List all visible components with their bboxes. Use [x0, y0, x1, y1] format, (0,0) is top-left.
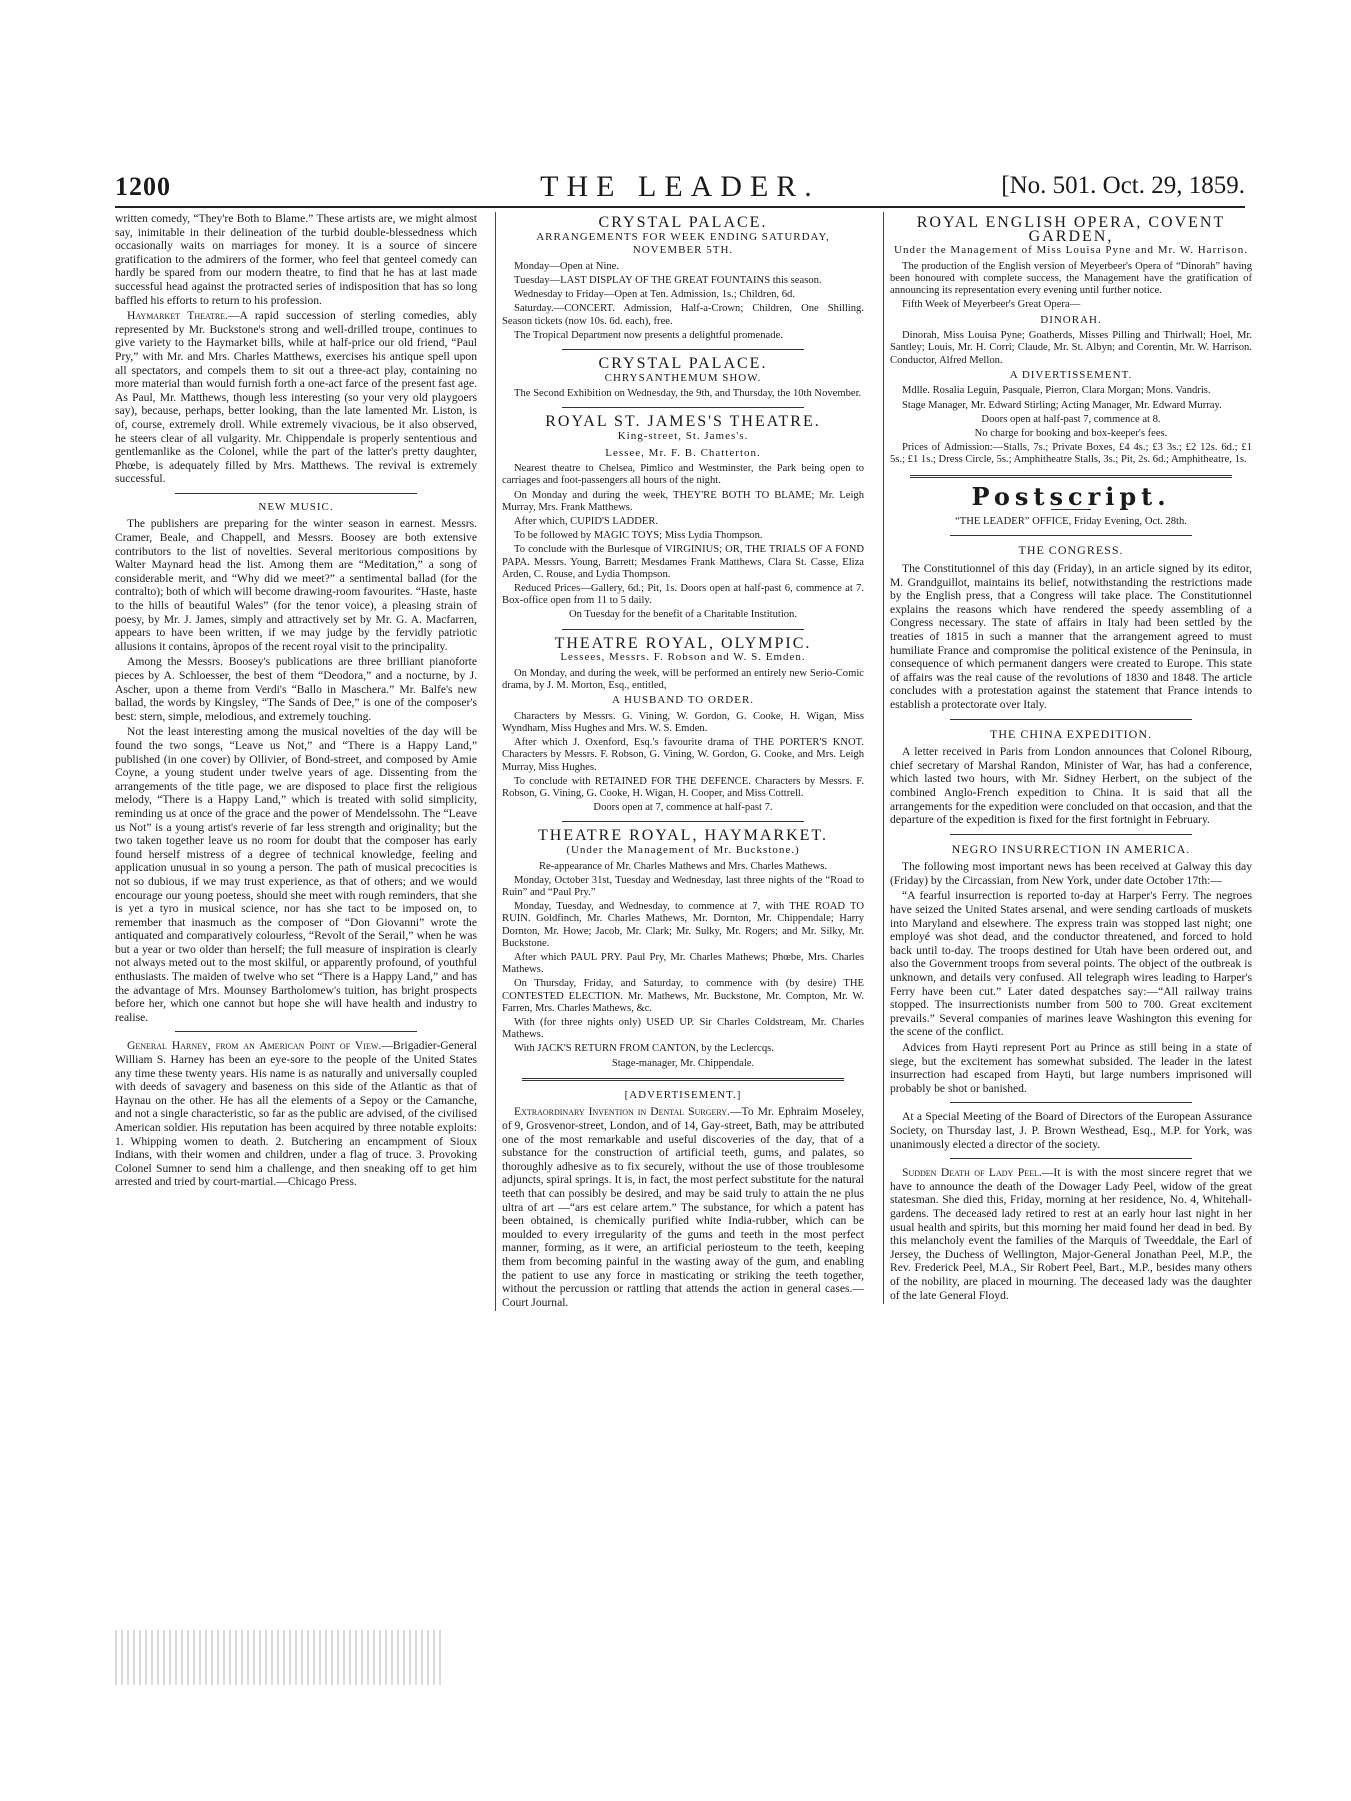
notice-line: Characters by Messrs. G. Vining, W. Gordon, G. Cooke, H. Wigan, Miss Wyndham, Miss Hughes and Mrs. W. S. Emden.	[502, 710, 864, 734]
column-middle	[495, 212, 864, 1311]
divider	[522, 1078, 844, 1081]
notice-line: To be followed by MAGIC TOYS; Miss Lydia Thompson.	[514, 530, 763, 542]
notice-line: Mdlle. Rosalia Leguin, Pasquale, Pierron, Clara Morgan; Mons. Vandris.	[902, 385, 1211, 397]
notice-line: Doors open at 7, commence at half-past 7.	[593, 802, 773, 814]
column-right	[883, 212, 1252, 1304]
notice-line: The Second Exhibition on Wednesday, the 9th, and Thursday, the 10th November.	[514, 388, 862, 400]
notice-line: Monday—Open at Nine.	[514, 260, 620, 272]
notice-line: On Thursday, Friday, and Saturday, to commence with (by desire) THE CONTESTED ELECTION. Mr. Mathews, Mr. Buckstone, Mr. Compton, Mr. W. Farren, Mrs. Charles Mathews, &c.	[502, 978, 864, 1014]
divider	[950, 719, 1192, 720]
divider	[910, 475, 1232, 478]
divider	[175, 493, 417, 494]
article-text: —Brigadier-General William S. Harney has been an eye-sore to the people of the United States any time these twenty years. His name is as naturally and universally coupled with deeds of savagery and baseness on this side of the Atlantic as that of Haynau on the other. He has all the elements of a Sepoy or the Camanche, and not a single characteristic, so far as the public are advised, of the civilised American soldier. His reputation has been acquired by three notable exploits: 1. Whipping women to death. 2. Butchering an encampment of Sioux Indians, with their women and children, under a flag of truce. 3. Provoking Colonel Sumner to send him a challenge, and then sneaking off to get him arrested and tried by court-martial.—Chicago Press.	[115, 1039, 477, 1189]
notice-line: Nearest theatre to Chelsea, Pimlico and Westminster, the Park being open to carriages and foot-passengers all hours of the night.	[502, 463, 864, 487]
divider	[562, 349, 804, 350]
notice-line: To conclude with the Burlesque of VIRGINIUS; OR, THE TRIALS OF A FOND PAPA. Messrs. Young, Barrett; Mesdames Frank Matthews, Clara St. Casse, Eliza Arden, C. Rouse, and Lydia Thompson.	[502, 544, 864, 580]
notice-subtitle: (Under the Management of Mr. Buckstone.)	[566, 844, 800, 857]
article-lead: Haymarket Theatre.	[127, 309, 228, 323]
article-text: —A rapid succession of sterling comedies, ably represented by Mr. Buckstone's strong and well-drilled troupe, continues to give variety to the Haymarket bills, while at half-price our old friend, “Paul Pry,” with Mr. and Mrs. Charles Matthews, exercises his antique spell upon all spectators, and compels them to sit out a three-act play, containing no more material than would furnish forth a one-act farce of the present fast age. As Paul, Mr. Matthews, though less interesting (so your very old playgoers say), because, perhaps, better looking, than the late lamented Mr. Liston, is of, course, extremely droll. While extremely vivacious, be it also observed, he steers clear of all vulgarity. Mr. Chippendale is properly sententious and gentlemanlike as the Colonel, while the part of the latter's pretty daughter, Phœbe, is adequately filled by Mrs. Matthews. The revival is extremely successful.	[115, 309, 477, 486]
divider	[562, 407, 804, 408]
article-paragraph: The following most important news has been received at Galway this day (Friday) by the Circassian, from New York, under date October 17th:—	[890, 860, 1252, 887]
article-paragraph: Advices from Hayti represent Port au Prince as still being in a state of siege, but the excitement has somewhat subsided. The leader in the latest insurrection had escaped from Hayti, but large numbers imprisoned will probably be shot or banished.	[890, 1041, 1252, 1095]
article-heading: NEGRO INSURRECTION IN AMERICA.	[951, 841, 1191, 856]
notice-title: THEATRE ROYAL, OLYMPIC.	[554, 634, 812, 652]
notice-line: The Tropical Department now presents a delightful promenade.	[514, 329, 783, 341]
article-paragraph: The publishers are preparing for the winter season in earnest. Messrs. Cramer, Beale, and Chappell, and Messrs. Boosey are both extensive contributors to the list of novelties. Several meritorious compositions by Walter Maynard head the list. Among them are “Meditation,” a song of considerable merit, and “Why did we meet?” a sentimental ballad (for the contralto); both of which will become drawing-room favourites. “Haste, haste to the hills of beautiful Wales” (for the tenor voice), a pleasing strain of poesy, by Mr. J. James, simply and attractively set by Mr. G. A. Macfarren, appears to have been written, if we may judge by the fervidly patriotic allusions it contains, àpropos of the recent royal visit to the principality.	[115, 517, 477, 653]
notice-line: On Monday, and during the week, will be performed an entirely new Serio-Comic drama, by J. M. Morton, Esq., entitled,	[502, 667, 864, 691]
newspaper-page	[115, 170, 1253, 1309]
divider	[562, 629, 804, 630]
column-left	[115, 212, 477, 1191]
notice-subtitle: ARRANGEMENTS FOR WEEK ENDING SATURDAY, NOVEMBER 5TH.	[536, 230, 830, 257]
notice-line: To conclude with RETAINED FOR THE DEFENCE. Characters by Messrs. F. Robson, G. Vining, G. Cooke, H. Wigan, H. Cooper, and Miss Cottrell.	[502, 775, 864, 800]
notice-line: The production of the English version of Meyerbeer's Opera of “Dinorah” having been honoured with complete success, the Management have the gratification of announcing its representation every evening until further notice.	[890, 260, 1252, 297]
article-paragraph: “A fearful insurrection is reported to-day at Harper's Ferry. The negroes have seized the United States arsenal, and were sending cartloads of muskets into Maryland and elsewhere. The express train was stopped last night; one employé was shot dead, and the conductor threatened, and forced to hold back until to-day. The troops destined for Utah have been ordered out, and also the Government troops from several points. The object of the outbreak is unknown, and details very confused. All telegraph wires leading to Harper's Ferry have been cut.” Later dated despatches say:—“All railway trains stopped. The insurrectionists number from 500 to 700. Great excitement prevails.” Several companies of marines leave Washington this evening for the scene of the conflict.	[890, 889, 1252, 1039]
article-paragraph	[502, 1105, 864, 1309]
section-heading: [ADVERTISEMENT.]	[624, 1088, 742, 1101]
notice-title: CRYSTAL PALACE.	[598, 214, 768, 231]
notice-line: After which, CUPID'S LADDER.	[514, 515, 659, 527]
notice-subtitle: A HUSBAND TO ORDER.	[611, 694, 755, 707]
notice-title: THEATRE ROYAL, HAYMARKET.	[538, 827, 828, 845]
article-paragraph	[115, 1039, 477, 1189]
article-paragraph: A letter received in Paris from London announces that Colonel Ribourg, chief secretary of Marshal Randon, Minister of War, has had a conference, which lasted two hours, with Mr. Sidney Herbert, on the subject of the combined Anglo-French expedition to China. It is said that all the arrangements for the expedition were concluded on that occasion, and that the departure of the expedition is fixed for the first fortnight in February.	[890, 745, 1252, 827]
article-paragraph: Among the Messrs. Boosey's publications are three brilliant pianoforte pieces by A. Schloesser, the best of them “Deodora,” and a nocturne, by J. Ascher, upon a theme from Verdi's “Ballo in Maschera.” Mr. Balfe's new ballad, the words by Kingsley, “The Sands of Dee,” is one of the composer's best: stern, simple, melodious, and extremely touching.	[115, 655, 477, 723]
notice-line: Monday, October 31st, Tuesday and Wednesday, last three nights of the “Road to Ruin” and “Paul Pry.”	[502, 874, 864, 899]
newspaper-title: THE LEADER.	[540, 170, 820, 203]
issue-date: [No. 501. Oct. 29, 1859.	[1001, 172, 1245, 199]
article-paragraph: The Constitutionnel of this day (Friday), in an article signed by its editor, M. Grandguillot, maintains its belief, notwithstanding the restrictions made by the English press, that a Congress will take place. The Constitutionnel explains the reasons which have rendered the speedy assembling of a Congress necessary. The state of affairs in Italy had been settled by the treaties of 1815 in such a manner that the arrangement agreed to must humiliate France and compromise the political existence of the Peninsula, in consequence of which permanent dangers were created to Europe. This state of affairs was the real cause of the revolutions of 1830 and 1848. The article concludes with a protestation against the statement that France intends to establish a protectorate over Italy.	[890, 562, 1252, 711]
postscript-heading: Postscript.	[971, 481, 1171, 511]
article-text: —To Mr. Ephraim Moseley, of 9, Grosvenor-street, London, and of 14, Gay-street, Bath, may be attributed one of the most remarkable and useful discoveries of the day, that of a substance for the construction of artificial teeth, gums, and palates, so thoroughly adhesive as to fix securely, without the use of those troublesome adjuncts, spiral springs. It is, in fact, the most perfect substitute for the natural teeth that can possibly be desired, and may be said truly to attain the ne plus ultra of art —“ars est celare artem.” The substance, for which a patent has been obtained, is chemically purified white India-rubber, which can be moulded to every irregularity of the gums and teeth in the most perfect manner, forming, as it were, an artificial periosteum to the teeth, keeping them from becoming painful in the wasting away of the gum, and enabling the patient to use any force in masticating or striking the teeth together, without the percussion or rattling that attends the action in general cases.—Court Journal.	[502, 1105, 864, 1309]
notice-line: Saturday.—CONCERT. Admission, Half-a-Crown; Children, One Shilling. Season tickets (now 10s. 6d. each), free.	[502, 303, 864, 327]
print-smudge	[115, 1630, 445, 1685]
notice-line: No charge for booking and box-keeper's fees.	[974, 428, 1168, 439]
page-number: 1200	[115, 172, 171, 201]
notice-line: On Monday and during the week, THEY'RE BOTH TO BLAME; Mr. Leigh Murray, Mrs. Frank Matthews.	[502, 489, 864, 513]
notice-subtitle: CHRYSANTHEMUM SHOW.	[604, 371, 762, 384]
notice-subtitle: Under the Management of Miss Louisa Pyne and Mr. W. Harrison.	[894, 244, 1248, 257]
divider	[175, 1031, 417, 1032]
notice-subtitle: King-street, St. James's.	[617, 429, 749, 442]
masthead	[115, 170, 1245, 208]
divider	[950, 535, 1192, 536]
notice-subtitle: Lessee, Mr. F. B. Chatterton.	[605, 446, 761, 459]
notice-line: With (for three nights only) USED UP. Sir Charles Coldstream, Mr. Charles Mathews.	[502, 1017, 864, 1041]
article-paragraph: written comedy, “They're Both to Blame.” These artists are, we might almost say, inimitable in their delineation of the turbid double-blessedness which occasionally waits on marriages for money. It is a source of sincere gratification to the admirers of the former, who feel that genteel comedy can hardly be spared from our modern theatre, to find that he has at last made successful head against the protracted series of indisposition that has so long baffled his efforts to return to his profession.	[115, 212, 477, 307]
notice-title: ROYAL ENGLISH OPERA, COVENT GARDEN,	[916, 214, 1226, 245]
divider	[562, 821, 804, 822]
notice-line: Reduced Prices—Gallery, 6d.; Pit, 1s. Doors open at half-past 6, commence at 7. Box-office open from 11 to 5 daily.	[502, 583, 864, 607]
divider	[950, 834, 1192, 835]
article-paragraph: At a Special Meeting of the Board of Directors of the European Assurance Society, on Thursday last, J. P. Brown Westhead, Esq., M.P. for York, was unanimously elected a director of the society.	[890, 1110, 1252, 1151]
notice-subtitle: Lessees, Messrs. F. Robson and W. S. Emden.	[560, 651, 806, 664]
notice-line: After which PAUL PRY. Paul Pry, Mr. Charles Mathews; Phœbe, Mrs. Charles Mathews.	[502, 952, 864, 976]
section-heading: NEW MUSIC.	[258, 500, 334, 513]
article-paragraph	[890, 1166, 1252, 1302]
notice-line: Monday, Tuesday, and Wednesday, to commence at 7, with THE ROAD TO RUIN. Goldfinch, Mr. Charles Mathews, Mr. Dornton, Mr. Chippendale; Harry Dornton, Mr. Howe; Jacob, Mr. Clark; Mr. Sulky, Mr. Rogers; and Mr. Silky, Mr. Buckstone.	[502, 901, 864, 949]
section-heading: DINORAH.	[1040, 313, 1102, 326]
article-paragraph: Not the least interesting among the musical novelties of the day will be found the two songs, “Leave us Not,” and “There is a Happy Land,” published (in one cover) by Ollivier, of Bond-street, and composed by Amie Coyne, a young student under twelve years of age. Dissenting from the arrangements of the title page, we are disposed to place first the religious melody, “There is a Happy Land,” which is treated with solid simplicity, reminding us at once of the grace and the power of Mendelssohn. The “Leave us Not” is a young artist's reverie of far less strength and originality; but the two taken together leave us no room for doubt that the composer has early found herself mistress of a degree of technical knowledge, feeling and application unusual in so young a person. The path of musical precocities is not so dubious, if we may trust experience, as that of others; and we would encourage our young poetess, should she meet with rough reminders, that she is yet a tyro in musical science, nor has she tact to be imposed on, to remember that inasmuch as the composer of “Don Giovanni” wrote the antiquated and comparatively colourless, “Revolt of the Serail,” when he was but a year or two older than herself; the full measure of inspiration is clearly not always meted out to the most skilful, or apparently profound, of youthful enthusiasts. The maiden of twelve who set “There is a Happy Land,” and has the advantage of Mrs. Mounsey Bartholomew's tuition, has bright prospects before her, which one cannot but hope she will have health and industry to realise.	[115, 725, 477, 1024]
notice-line: Re-appearance of Mr. Charles Mathews and Mrs. Charles Mathews.	[538, 860, 827, 872]
notice-line: Prices of Admission:—Stalls, 7s.; Private Boxes, £4 4s.; £3 3s.; £2 12s. 6d.; £1 5s.; £1 1s.; Dress Circle, 5s.; Amphitheatre Stalls, 3s.; Pit, 2s. 6d.; Amphitheatre, 1s.	[890, 442, 1252, 466]
notice-line: Stage-manager, Mr. Chippendale.	[611, 1057, 755, 1069]
article-lead: Extraordinary Invention in Dental Surgery.	[514, 1105, 730, 1119]
notice-title: ROYAL ST. JAMES'S THEATRE.	[545, 413, 821, 431]
notice-line: Dinorah, Miss Louisa Pyne; Goatherds, Misses Pilling and Thirlwall; Hoel, Mr. Santley; Louis, Mr. H. Corri; Claude, Mr. St. Albyn; and Corentin, Mr. W. Harrison. Conductor, Alfred Mellon.	[890, 330, 1252, 366]
notice-line: Fifth Week of Meyerbeer's Great Opera—	[902, 299, 1081, 311]
notice-line: After which J. Oxenford, Esq.'s favourite drama of THE PORTER'S KNOT. Characters by Messrs. F. Robson, G. Vining, W. Gordon, G. Cooke, and Mrs. Leigh Murray, Miss Hughes.	[502, 737, 864, 773]
article-lead: General Harney, from an American Point of View.	[127, 1039, 382, 1053]
postscript-dateline: “THE LEADER” OFFICE, Friday Evening, Oct. 28th.	[955, 516, 1187, 528]
section-heading: A DIVERTISSEMENT.	[1009, 368, 1133, 381]
notice-line: Doors open at half-past 7, commence at 8.	[981, 413, 1161, 425]
article-heading: THE CONGRESS.	[1018, 543, 1124, 558]
notice-line: Tuesday—LAST DISPLAY OF THE GREAT FOUNTAINS this season.	[514, 274, 822, 286]
divider	[950, 1102, 1192, 1103]
divider	[950, 1158, 1192, 1159]
notice-line: Stage Manager, Mr. Edward Stirling; Acting Manager, Mr. Edward Murray.	[902, 399, 1222, 411]
notice-line: With JACK'S RETURN FROM CANTON, by the Leclercqs.	[514, 1043, 774, 1055]
notice-line: Wednesday to Friday—Open at Ten. Admission, 1s.; Children, 6d.	[514, 289, 795, 301]
article-paragraph	[115, 309, 477, 486]
article-lead: Sudden Death of Lady Peel.	[902, 1166, 1042, 1180]
article-text: —It is with the most sincere regret that we have to announce the death of the Dowager Lady Peel, widow of the great statesman. She died this, Friday, morning at her residence, No. 4, Whitehall-gardens. The deceased lady retired to rest at an early hour last night in her usual health and spirits, but this morning her maid found her dead in bed. By this melancholy event the families of the Marquis of Tweeddale, the Earl of Jersey, the Duchess of Wellington, Major-General Jonathan Peel, M.P., the Rev. Frederick Peel, M.A., Sir Robert Peel, Bart., M.P., besides many others of the nobility, are placed in mourning. The deceased lady was the daughter of the late General Floyd.	[890, 1166, 1253, 1302]
notice-line: On Tuesday for the benefit of a Charitable Institution.	[568, 609, 798, 621]
article-heading: THE CHINA EXPEDITION.	[990, 726, 1152, 741]
notice-title: CRYSTAL PALACE.	[598, 355, 768, 372]
